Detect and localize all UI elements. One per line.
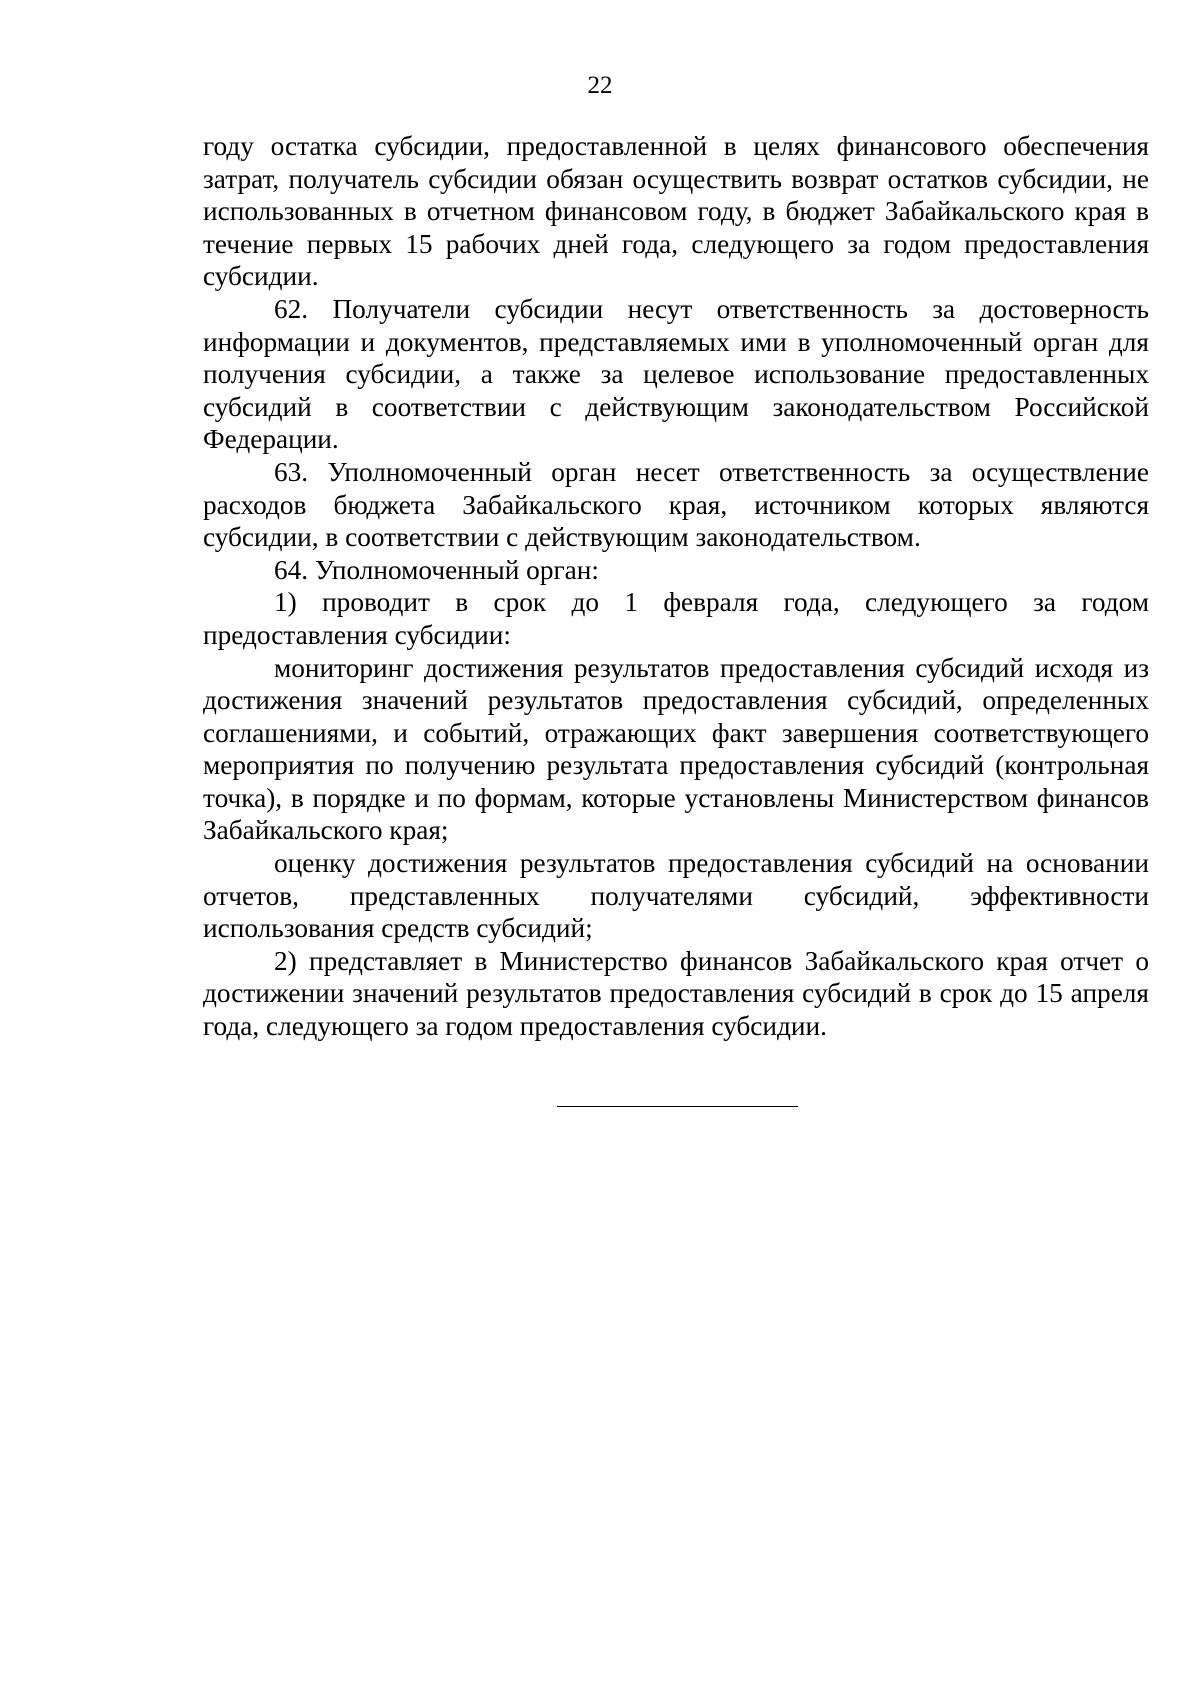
end-of-document-divider — [557, 1106, 798, 1107]
paragraph-62: 62. Получатели субсидии несут ответственность за достоверность информации и документов, представляемых ими в уполномоченный орган для получения субсидии, а также за целевое использование предоставленных субсидий в соответствии с действующим законодательством Российской Федерации. — [203, 293, 1149, 455]
paragraph-63: 63. Уполномоченный орган несет ответственность за осуществление расходов бюджета Забайкальского края, источником которых являются субсидии, в соответствии с действующим законодательством. — [203, 456, 1149, 553]
paragraph-continuation: году остатка субсидии, предоставленной в целях финансового обеспечения затрат, получатель субсидии обязан осуществить возврат остатков субсидии, не использованных в отчетном финансовом году, в бюджет Забайкальского края в течение первых 15 рабочих дней года, следующего за годом предоставления субсидии. — [203, 131, 1149, 292]
page-number: 22 — [587, 72, 613, 99]
paragraph-64-item-1: 1) проводит в срок до 1 февраля года, следующего за годом предоставления субсидии: — [203, 587, 1149, 650]
paragraph-64-item-1-evaluation: оценку достижения результатов предоставления субсидий на основании отчетов, представленных получателями субсидий, эффективности использования средств субсидий; — [203, 848, 1149, 944]
paragraph-64-item-2: 2) представляет в Министерство финансов Забайкальского края отчет о достижении значений результатов предоставления субсидий в срок до 15 апреля года, следующего за годом предоставления субсидии. — [203, 945, 1149, 1042]
paragraph-64: 64. Уполномоченный орган: — [274, 554, 599, 585]
document-body — [203, 130, 1149, 1043]
paragraph-64-item-1-monitoring: мониторинг достижения результатов предоставления субсидий исходя из достижения значений результатов предоставления субсидий, определенных соглашениями, и событий, отражающих факт завершения соответствующего мероприятия по получению результата предоставления субсидий (контрольная точка), в порядке и по формам, которые установлены Министерством финансов Забайкальского края; — [203, 652, 1149, 846]
